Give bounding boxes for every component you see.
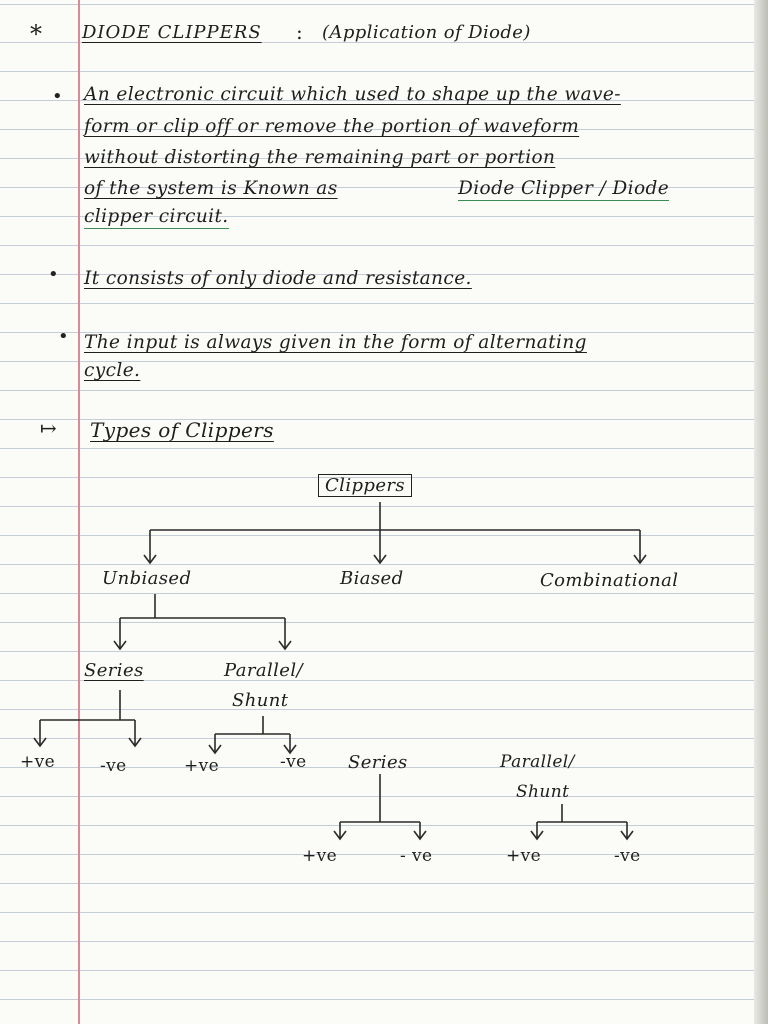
node-shunt-negative: -ve (280, 752, 307, 772)
point-3-line-2: cycle. (84, 360, 141, 381)
point-1-line-4: of the system is Known as (84, 178, 338, 199)
node-unbiased-series: Series (84, 660, 144, 681)
node-biased-shunt-negative: -ve (614, 846, 641, 866)
star-mark: * (30, 20, 43, 48)
point-1-line-3: without distorting the remaining part or portion (84, 147, 556, 168)
page-subtitle: (Application of Diode) (322, 22, 531, 43)
node-shunt-positive: +ve (184, 756, 220, 776)
types-heading: Types of Clippers (90, 418, 274, 442)
bullet-1: • (52, 86, 63, 107)
point-2-line-1: It consists of only diode and resistance. (84, 268, 472, 289)
node-series-negative: -ve (100, 756, 127, 776)
node-series-positive: +ve (20, 752, 56, 772)
node-combinational: Combinational (540, 570, 679, 591)
page-title: DIODE CLIPPERS (82, 22, 262, 43)
node-unbiased-parallel: Parallel/ (224, 660, 303, 681)
node-biased-shunt-positive: +ve (506, 846, 542, 866)
point-1-line-5: clipper circuit. (84, 206, 229, 227)
node-biased-series-negative: - ve (400, 846, 433, 866)
title-colon: : (296, 20, 304, 44)
node-biased: Biased (340, 568, 404, 589)
diode-clipper-term: Diode Clipper / Diode (458, 178, 670, 199)
point-3-line-1: The input is always given in the form of alternating (84, 332, 587, 353)
node-unbiased: Unbiased (102, 568, 192, 589)
node-clippers: Clippers (318, 474, 412, 497)
node-biased-shunt: Shunt (516, 782, 570, 802)
bullet-2: • (48, 264, 59, 285)
node-biased-series: Series (348, 752, 408, 773)
point-1-line-1: An electronic circuit which used to shape up the wave- (84, 84, 621, 105)
point-1-line-2: form or clip off or remove the portion of waveform (84, 116, 580, 137)
node-biased-series-positive: +ve (302, 846, 338, 866)
bullet-3: • (58, 326, 69, 347)
arrow-icon: ↦ (40, 416, 58, 440)
node-unbiased-shunt: Shunt (232, 690, 289, 711)
node-biased-parallel: Parallel/ (500, 752, 575, 772)
